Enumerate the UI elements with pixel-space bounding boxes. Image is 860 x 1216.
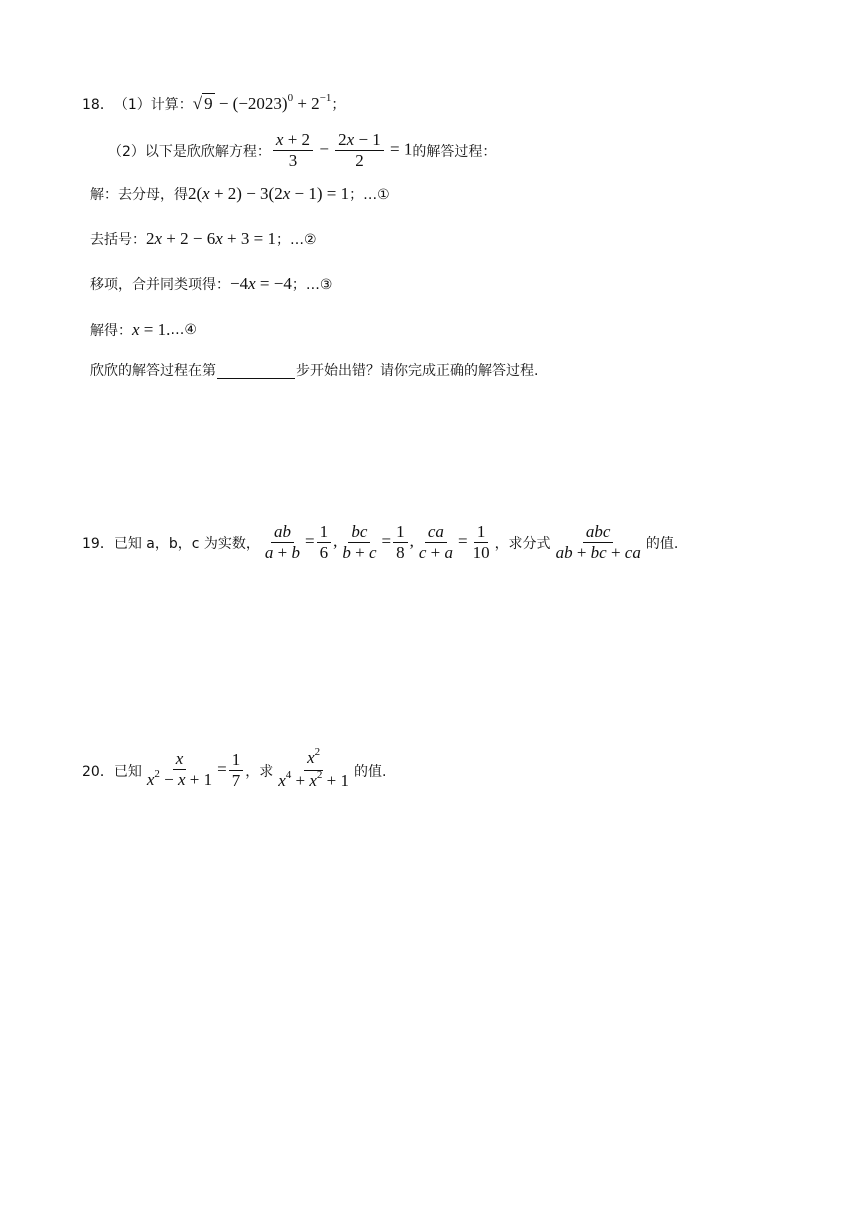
q18-step3-expression: −4x = −4	[230, 274, 292, 293]
q19-mid: ，求分式	[494, 535, 551, 552]
q18-step4-tail: …④	[170, 322, 197, 338]
q18-step2-tail: ；…②	[275, 232, 317, 248]
q18-question-prefix: 欣欣的解答过程在第	[90, 363, 216, 379]
q19-tail: 的值.	[645, 535, 679, 552]
q20-number: 20．	[82, 763, 114, 780]
q18-part2-tail: 的解答过程：	[412, 143, 497, 160]
q18-step2-label: 去括号：	[90, 232, 146, 248]
q18-step4-label: 解得：	[90, 323, 132, 339]
q18-part1-label: （1）计算：	[113, 96, 193, 113]
q18-question-suffix: 步开始出错？请你完成正确的解答过程.	[296, 363, 539, 379]
q18-part1	[82, 93, 345, 114]
q20	[82, 748, 386, 793]
q20-mid: ，求	[245, 763, 274, 780]
q18-step3	[90, 274, 332, 294]
q18-step1-expression: 2(x + 2) − 3(2x − 1) = 1	[188, 184, 350, 203]
q20-target-fraction: $\frac{x^2}{x^4 + x^2 + 1}$	[278, 746, 349, 790]
q18-part2	[108, 130, 496, 171]
q18-step1-label: 解：去分母，得	[90, 187, 188, 203]
q18-number: 18．	[82, 96, 114, 113]
answer-blank	[217, 362, 295, 379]
q18-step2-expression: 2x + 2 − 6x + 3 = 1	[146, 229, 276, 248]
q20-intro: 已知	[113, 763, 142, 780]
q19-target-fraction: $\frac{\text{abc}}{ab + bc + ca}$	[555, 522, 641, 562]
q18-step3-label: 移项，合并同类项得：	[90, 277, 230, 293]
q18-step1	[90, 184, 390, 204]
q18-part1-expression: √ 9 − $(-2023)^0 + 2^{-1}$	[192, 92, 332, 113]
q19-intro: 已知 a，b，c 为实数，	[113, 535, 260, 552]
q20-condition: $\frac{x}{x^2 - x + 1}$ = $\frac{1}{7}$	[142, 749, 245, 792]
q18-step4	[90, 320, 197, 340]
q18-step2	[90, 229, 317, 249]
q18-part2-label: （2）以下是欣欣解方程：	[108, 143, 271, 160]
q19	[82, 522, 678, 563]
q20-tail: 的值.	[353, 763, 387, 780]
q18-step3-tail: ；…③	[291, 277, 333, 293]
q18-step4-expression: x = 1.	[132, 320, 171, 339]
q18-part1-tail: ；	[331, 96, 346, 113]
q19-conditions: $\frac{ab}{a + b}$ = $\frac{1}{6}$ , $\frac{bc}{b + c}$ = $\frac{1}{8}$ , $\frac{ca}{c + a}$ = $\frac{1}{10}$	[264, 522, 490, 562]
q18-equation: $\frac{x + 2}{3}$ − $\frac{2x - 1}{2}$ = 1	[271, 130, 412, 171]
q18-step1-tail: ；…①	[349, 187, 390, 203]
q18-question	[90, 360, 538, 380]
q19-number: 19．	[82, 535, 114, 552]
